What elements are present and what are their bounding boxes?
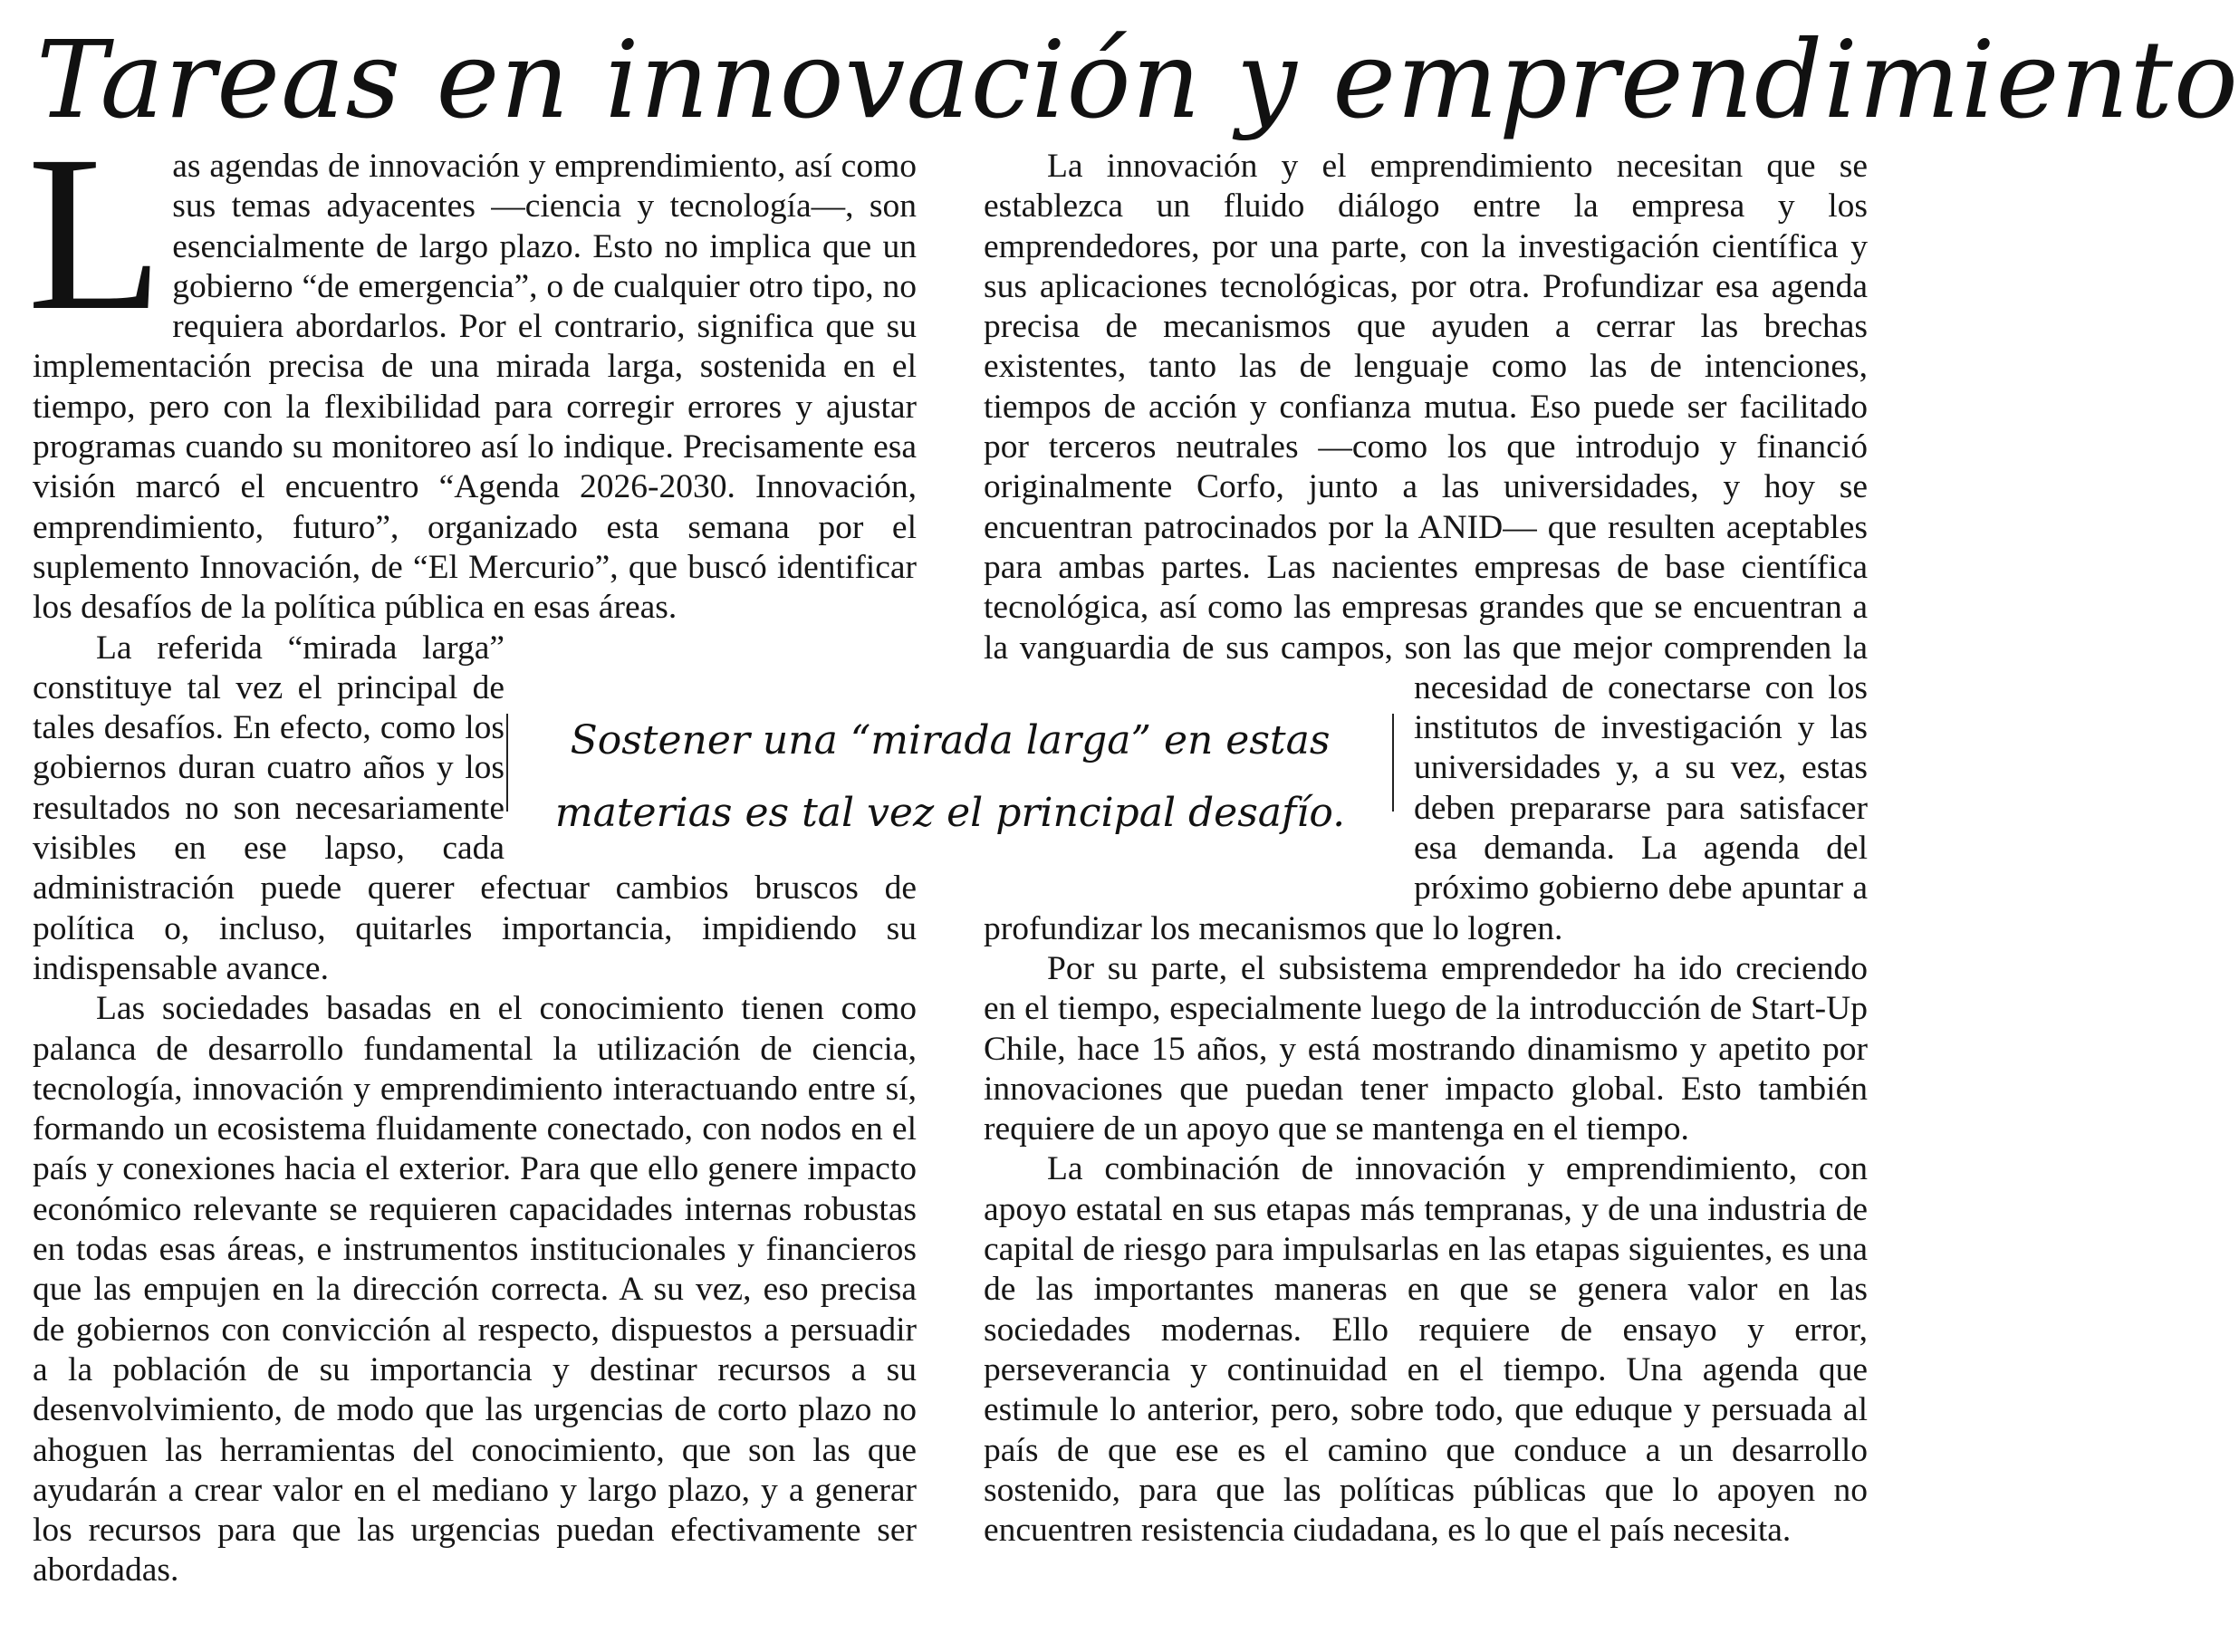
paragraph-1-text: as agendas de innovación y emprendimiento, así como sus temas adyacentes —ciencia y tecnología—, son esencialmente de largo plazo. Esto no implica que un gobierno “de emergencia”, o de cualquier otro tipo, no requiera abordarlos. Por el contrario, significa que su implementación precisa de una mirada larga, sostenida en el tiempo, pero con la flexibilidad para corregir errores y ajustar programas cuando su monitoreo así lo indique. Precisamente esa visión marcó el encuentro “Agenda 2026-2030. Innovación, emprendimiento, futuro”, organizado esta semana por el suplemento Innovación, de “El Mercurio”, que buscó identificar los desafíos de la política pública en esas áreas. xyxy=(33,148,917,627)
paragraph-1 xyxy=(27,110,917,629)
drop-cap: L xyxy=(27,110,164,357)
paragraph-5: Por su parte, el subsistema emprendedor ha ido creciendo en el tiempo, especialmente luego de la introducción de Start-Up Chile, hace 15 años, y está mostrando dinamismo y apetito por innovaciones que puedan tener impacto global. Esto también requiere de un apoyo que se mantenga en el tiempo. xyxy=(984,949,1868,1148)
paragraph-4-text: La innovación y el emprendimiento necesitan que se establezca un fluido diálogo entre la empresa y los emprendedores, por una parte, con la investigación científica y sus aplicaciones tecnológicas, por otra. Profundizar esa agenda precisa de mecanismos que ayuden a cerrar las brechas existentes, tanto las de lenguaje como las de intenciones, tiempos de acción y confianza mutua. Eso puede ser facilitado por terceros neutrales —como los que introdujo y financió originalmente Corfo, junto a las universidades, y hoy se encuentran patrocinados por la ANID— que resulten aceptables para ambas partes. Las nacientes empresas de base científica tecnológica, así como las empresas grandes que se encuentran a la vanguardia de sus campos, son las que mejor comprenden la necesidad de conectarse con los institutos de investigación y las universidades y, a su vez, estas deben prepararse para satisfacer esa demanda. La agenda del próximo gobierno debe apuntar a profundizar los mecanismos que lo logren. xyxy=(984,148,1868,947)
paragraph-2-text: La referida “mirada larga” constituye tal vez el principal de tales desafíos. En efecto, como los gobiernos duran cuatro años y los resultados no son necesariamente visibles en ese lapso, cada administración puede querer efectuar cambios bruscos de política o, incluso, quitarles importancia, impidiendo su indispensable avance. xyxy=(33,629,917,987)
right-column xyxy=(984,147,1868,1641)
paragraph-3: Las sociedades basadas en el conocimiento tienen como palanca de desarrollo fundamental la utilización de ciencia, tecnología, innovación y emprendimiento interactuando entre sí, formando un ecosistema fluidamente conectado, con nodos en el país y conexiones hacia el exterior. Para que ello genere impacto económico relevante se requieren capacidades internas robustas en todas esas áreas, e instrumentos institucionales y financieros que las empujen en la dirección correcta. A su vez, eso precisa de gobiernos con convicción al respecto, dispuestos a persuadir a la población de su importancia y destinar recursos a su desenvolvimiento, de modo que las urgencias de corto plazo no ahoguen las herramientas del conocimiento, que son las que ayudarán a crear valor en el mediano y largo plazo, y a generar los recursos para que las urgencias puedan efectivamente ser abordadas. xyxy=(33,990,917,1590)
paragraph-6: La combinación de innovación y emprendimiento, con apoyo estatal en sus etapas más tempranas, y de una industria de capital de riesgo para impulsarlas en las etapas siguientes, es una de las importantes maneras en que se genera valor en las sociedades modernas. Ello requiere de ensayo y error, perseverancia y continuidad en el tiempo. Una agenda que estimule lo anterior, pero, sobre todo, que eduque y persuada al país de que ese es el camino que conduce a un desarrollo sostenido, para que las políticas públicas que lo apoyen no encuentren resistencia ciudadana, es lo que el país necesita. xyxy=(984,1150,1868,1550)
pull-quote: Sostener una “mirada larga” en estas materias es tal vez el principal desafío. xyxy=(554,717,1346,836)
article-title: Tareas en innovación y emprendimiento xyxy=(36,17,2239,142)
left-column xyxy=(27,110,917,1641)
